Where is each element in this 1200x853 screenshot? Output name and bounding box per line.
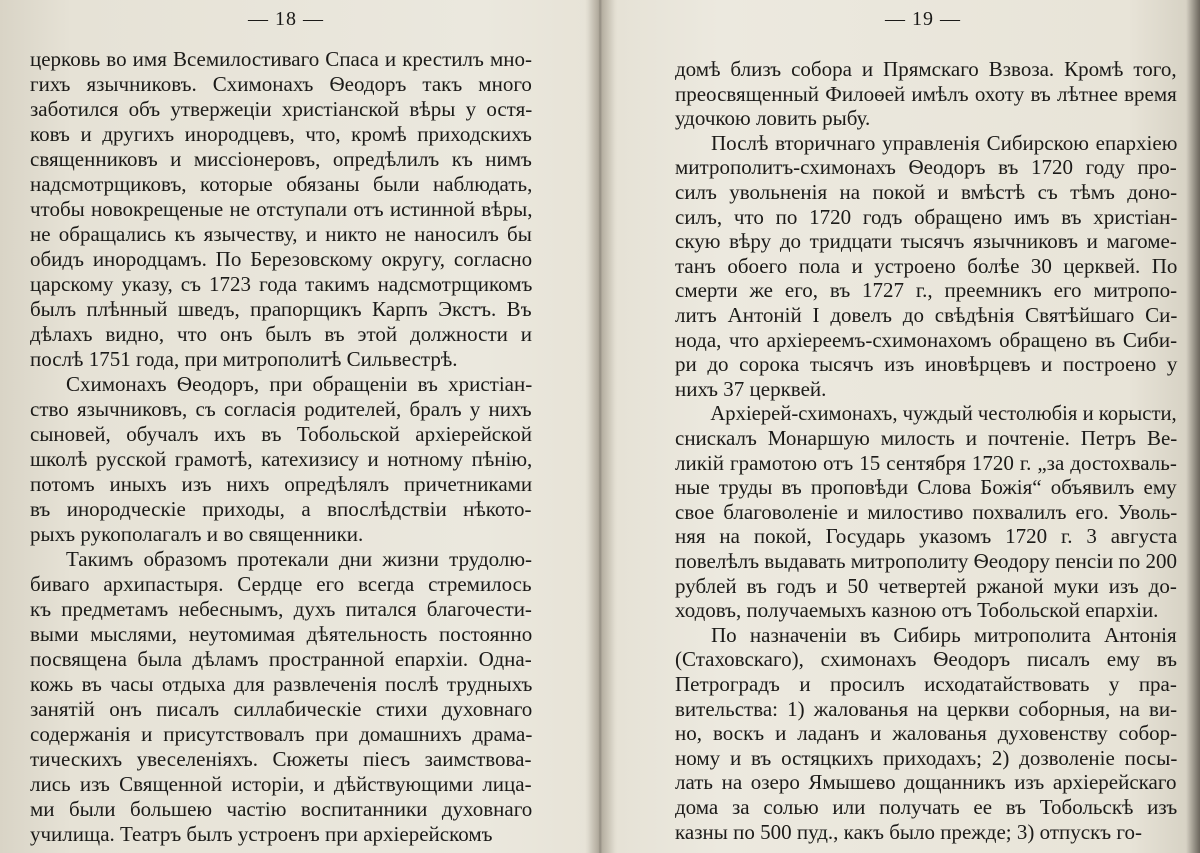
text-line: повелѣлъ выдавать митрополиту Ѳеодору пенсіи по 200 xyxy=(675,549,1178,573)
text-line: свое благоволеніе и милостиво похвалилъ его. Уволь- xyxy=(675,499,1178,524)
text-line: рыхъ рукополагалъ и во священники. xyxy=(30,522,364,546)
right-page xyxy=(605,0,1200,853)
text-line: обидъ инородцамъ. По Березовскому округу, согласно xyxy=(30,247,533,271)
text-line: Архіерей-схимонахъ, чуждый честолюбія и корысти, xyxy=(710,401,1177,426)
text-line: заботился объ утвержеціи христіанской вѣры у остя- xyxy=(30,97,533,121)
text-line: силъ, что по 1720 годъ обращено имъ въ христіан- xyxy=(675,204,1178,229)
text-line: биваго архипастыря. Сердце его всегда стремилось xyxy=(30,572,532,596)
text-line: дѣлахъ видно, что онъ былъ въ этой должности и xyxy=(30,322,533,346)
text-line: посвящена была дѣламъ пространной епархіи. Одна- xyxy=(30,647,532,671)
text-line: занятій онъ писалъ силлабическіе стихи духовнаго xyxy=(30,697,533,721)
text-line: рублей въ годъ и 50 четвертей ржаной муки изъ до- xyxy=(675,573,1177,598)
text-line: священниковъ и миссіонеровъ, опредѣлилъ къ нимъ xyxy=(30,147,532,171)
text-line: ми были большею частію воспитанники духовнаго xyxy=(30,797,533,821)
text-line: митрополитъ-схимонахъ Ѳеодоръ въ 1720 году про- xyxy=(675,155,1177,180)
text-line: казны по 500 пуд., какъ было прежде; 3) отпускъ го- xyxy=(675,819,1142,844)
text-line: ликій грамотою отъ 15 сентября 1720 г. „за достохваль- xyxy=(675,450,1177,475)
text-line: былъ плѣнный шведъ, прапорщикъ Карпъ Экстъ. Въ xyxy=(30,297,532,321)
text-line: вительства: 1) жалованья на церкви соборныя, на ви- xyxy=(675,696,1178,721)
text-line: гихъ язычниковъ. Схимонахъ Ѳеодоръ такъ много xyxy=(30,72,532,96)
text-line: но, воскъ и ладанъ и жалованья духовенству собор- xyxy=(675,721,1178,746)
text-line: Послѣ вторичнаго управленія Сибирскою епархіею xyxy=(711,130,1178,155)
text-line: домѣ близъ собора и Прямскаго Взвоза. Кромѣ того, xyxy=(675,57,1177,81)
text-line: нихъ 37 церквей. xyxy=(675,376,827,401)
text-line: ство язычниковъ, съ согласія родителей, бралъ у нихъ xyxy=(30,397,532,421)
text-line: удочкою ловить рыбу. xyxy=(675,106,871,131)
page-number: — 19 — xyxy=(885,8,961,30)
text-line: потомъ иныхъ изъ нихъ опредѣлялъ причетниками xyxy=(30,472,533,496)
text-line: надсмотрщиковъ, которые обязаны были наблюдать, xyxy=(30,172,533,196)
text-line: выми мыслями, неутомимая дѣятельность постоянно xyxy=(30,622,533,646)
text-line: училища. Театръ былъ устроенъ при архіерейскомъ xyxy=(30,822,493,846)
text-line: церковь во имя Всемилостиваго Спаса и крестилъ мно- xyxy=(30,47,532,71)
text-line: нода, что архіереемъ-схимонахомъ обращено въ Сиби- xyxy=(675,327,1178,352)
text-line: тическихъ увеселеніяхъ. Сюжеты піесъ заимствова- xyxy=(30,747,532,771)
text-line: литъ Антоній I довелъ до свѣдѣнія Святѣйшаго Си- xyxy=(675,303,1178,327)
text-line: смерти же его, въ 1727 г., преемникъ его митропо- xyxy=(675,278,1178,303)
text-line: ри до сорока тысячъ изъ иновѣрцевъ и построено у xyxy=(675,352,1178,377)
text-line: чтобы новокрещеные не отступали отъ истинной вѣры, xyxy=(30,197,533,221)
page-number: — 18 — xyxy=(248,8,324,30)
left-page xyxy=(0,0,595,853)
text-line: школѣ русской грамотѣ, катехизису и нотному пѣнію, xyxy=(30,447,533,471)
text-line: силъ увольненія на покой и вмѣстѣ съ тѣмъ доно- xyxy=(675,180,1178,204)
text-line: снискалъ Монаршую милость и почтеніе. Петръ Ве- xyxy=(675,426,1178,450)
text-line: скую вѣру до тридцати тысячъ язычниковъ и магоме- xyxy=(675,229,1177,254)
text-line: кожь въ часы отдыха для развлеченія послѣ трудныхъ xyxy=(30,672,533,696)
text-line: Петроградъ и просилъ исходатайствовать у пра- xyxy=(675,672,1177,696)
text-line: въ инородческіе приходы, а впослѣдствіи нѣкото- xyxy=(30,497,532,521)
text-line: ковъ и другихъ инородцевъ, что, кромѣ приходскихъ xyxy=(30,122,532,146)
text-line: дома за солью или получать ее въ Тобольскѣ изъ xyxy=(675,795,1178,819)
text-line: ные труды въ проповѣди Слова Божія“ объявилъ ему xyxy=(675,475,1177,500)
text-line: къ предметамъ небеснымъ, духъ питался благочести- xyxy=(30,597,532,621)
text-line: Такимъ образомъ протекали дни жизни трудолю- xyxy=(66,547,533,571)
text-line: преосвященный Филоѳей имѣлъ охоту въ лѣтнее время xyxy=(675,81,1177,106)
text-line: няя на покой, Государь указомъ 1720 г. 3 августа xyxy=(675,524,1178,549)
text-line: послѣ 1751 года, при митрополитѣ Сильвестрѣ. xyxy=(30,347,458,371)
text-line: лись изъ Священной исторіи, и дѣйствующими лица- xyxy=(30,772,532,796)
text-line: лать на озеро Ямышево дощанникъ изъ архіерейскаго xyxy=(675,770,1177,795)
text-line: сыновей, обучалъ ихъ въ Тобольской архіерейской xyxy=(30,422,532,446)
text-line: Схимонахъ Ѳеодоръ, при обращеніи въ христіан- xyxy=(66,372,533,396)
text-line: танъ обоего пола и устроено болѣе 30 церквей. По xyxy=(675,253,1178,278)
text-line: содержанія и присутствовалъ при домашнихъ драма- xyxy=(30,722,533,746)
text-line: ходовъ, получаемыхъ казною отъ Тобольской епархіи. xyxy=(675,598,1159,623)
text-line: не обращались къ язычеству, и никто не наносилъ бы xyxy=(30,222,532,246)
text-line: царскому указу, съ 1723 года такимъ надсмотрщикомъ xyxy=(30,272,533,296)
text-line: ному и въ остяцкихъ приходахъ; 2) дозволеніе посы- xyxy=(675,745,1178,770)
text-line: По назначеніи въ Сибирь митрополита Антонія xyxy=(711,622,1177,647)
text-line: (Стаховскаго), схимонахъ Ѳеодоръ писалъ ему въ xyxy=(675,647,1177,672)
